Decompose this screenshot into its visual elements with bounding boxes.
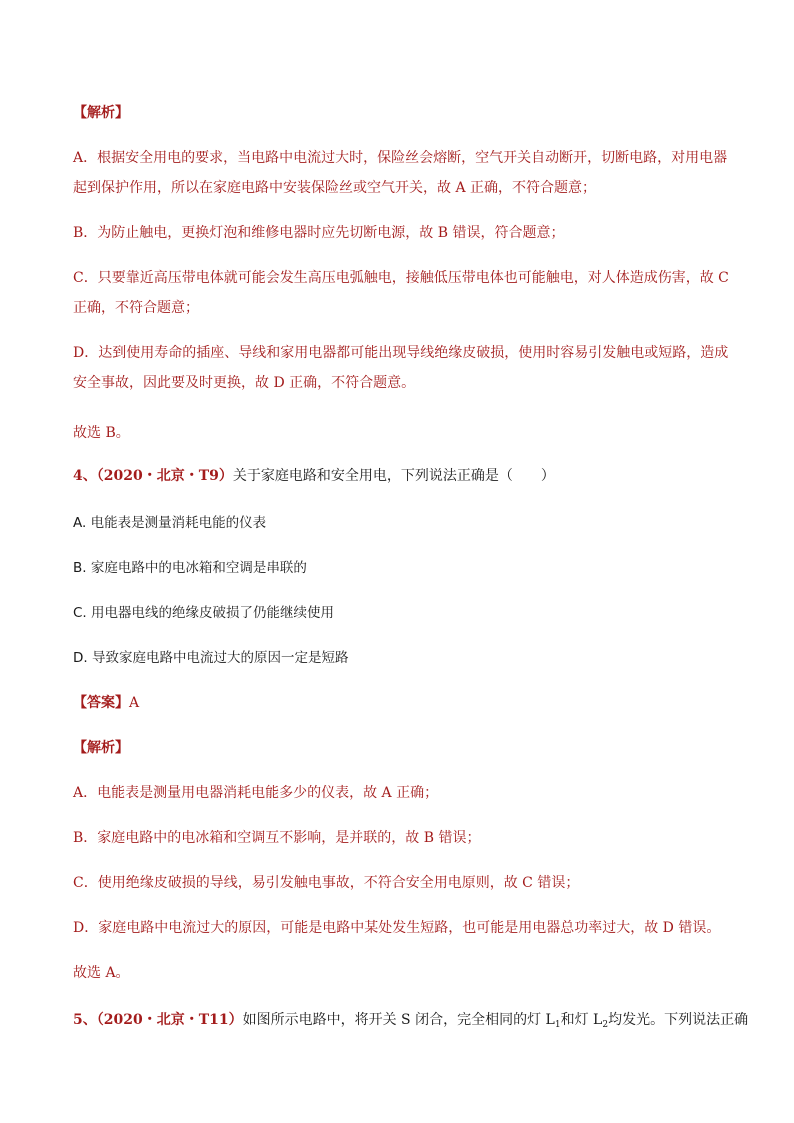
question5-stem-3: 均发光。下列说法正确 — [608, 1012, 749, 1028]
analysis-label: 【解析】 — [73, 105, 129, 121]
analysis-a-line2: 起到保护作用，所以在家庭电路中安装保险丝或空气开关，故 A 正确，不符合题意； — [73, 180, 597, 196]
analysis-a-line1: A．根据安全用电的要求，当电路中电流过大时，保险丝会熔断，空气开关自动断开，切断电路，对用电器 — [73, 150, 728, 166]
analysis-c-line1: C．只要靠近高压带电体就可能会发生高压电弧触电，接触低压带电体也可能触电，对人体造成伤害，故 C — [73, 270, 729, 286]
answer-label: 【答案】 — [73, 695, 129, 711]
analysis2-c: C．使用绝缘皮破损的导线，易引发触电事故，不符合安全用电原则，故 C 错误； — [73, 875, 580, 891]
analysis-c-line2: 正确，不符合题意； — [73, 300, 199, 316]
question-4 — [73, 466, 734, 486]
subscript-1: 1 — [554, 1020, 561, 1030]
subscript-2: 2 — [602, 1020, 609, 1030]
answer — [73, 693, 734, 713]
option-c: C. 用电器电线的绝缘皮破损了仍能继续使用 — [73, 605, 335, 621]
question-stem: 关于家庭电路和安全用电，下列说法正确是（ ） — [232, 468, 555, 484]
answer-value: A — [129, 695, 140, 711]
analysis-label-2: 【解析】 — [73, 740, 129, 756]
option-b: B. 家庭电路中的电冰箱和空调是串联的 — [73, 560, 307, 576]
analysis2-b: B．家庭电路中的电冰箱和空调互不影响，是并联的，故 B 错误； — [73, 830, 481, 846]
question5-stem-1: 如图所示电路中，将开关 S 闭合，完全相同的灯 L — [242, 1012, 555, 1028]
analysis-conclusion: 故选 B。 — [73, 425, 130, 441]
question-5 — [73, 1010, 749, 1035]
question5-source: 5、（2020・北京・T11） — [73, 1012, 243, 1028]
option-a: A. 电能表是测量消耗电能的仪表 — [73, 515, 267, 531]
question5-stem-2: 和灯 L — [560, 1012, 603, 1028]
analysis-d-line1: D．达到使用寿命的插座、导线和家用电器都可能出现导线绝缘皮破损，使用时容易引发触电或短路，造成 — [73, 345, 729, 361]
option-d: D. 导致家庭电路中电流过大的原因一定是短路 — [73, 650, 349, 666]
question-source: 4、（2020・北京・T9） — [73, 468, 233, 484]
analysis-b-line: B．为防止触电，更换灯泡和维修电器时应先切断电源，故 B 错误，符合题意； — [73, 225, 565, 241]
analysis2-a: A．电能表是测量用电器消耗电能多少的仪表，故 A 正确； — [73, 785, 439, 801]
analysis2-d: D．家庭电路中电流过大的原因，可能是电路中某处发生短路，也可能是用电器总功率过大，故 D 错误。 — [73, 920, 721, 936]
analysis2-conclusion: 故选 A。 — [73, 965, 130, 981]
analysis-d-line2: 安全事故，因此要及时更换，故 D 正确，不符合题意。 — [73, 375, 416, 391]
